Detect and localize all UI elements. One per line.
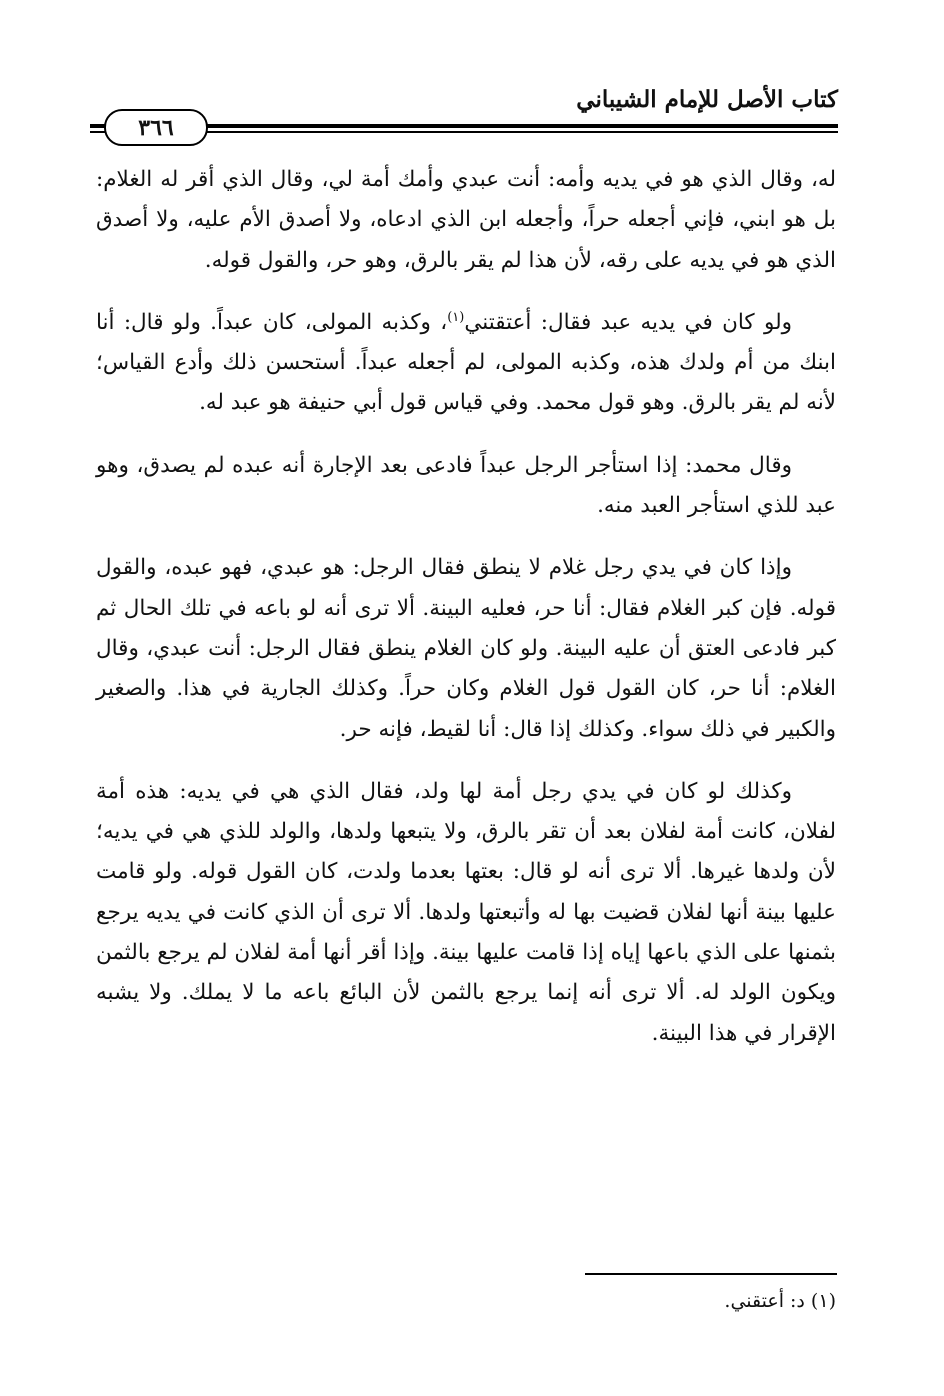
- paragraph-2-rest: ، وكذبه المولى، كان عبداً. ولو قال: أنا ابنك من أم ولدك هذه، وكذبه المولى، لم أجعله عبداً. أستحسن ذلك وأدع القياس؛ لأنه لم يقر بالرق. وهو قول محمد. وفي قياس قول أبي حنيفة هو عبد له.: [96, 309, 836, 416]
- main-text: [96, 160, 836, 1076]
- paragraph-4: وإذا كان في يدي رجل غلام لا ينطق فقال الرجل: هو عبدي، فهو عبده، والقول قوله. فإن كبر الغلام فقال: أنا حر، فعليه البينة. ألا ترى أنه لو باعه في تلك الحال ثم كبر فادعى العتق أن عليه البينة. ولو كان الغلام ينطق فقال الرجل: أنت عبدي، وقال الغلام: أنا حر، كان القول قول الغلام وكان حراً. وكذلك الجارية في هذا. والصغير والكبير في ذلك سواء. وكذلك إذا قال: أنا لقيط، فإنه حر.: [96, 555, 836, 742]
- running-title: كتاب الأصل للإمام الشيباني: [576, 86, 838, 113]
- paragraph-3: وقال محمد: إذا استأجر الرجل عبداً فادعى بعد الإجارة أنه عبده لم يصدق، وهو عبد للذي استأجر العبد منه.: [96, 452, 836, 519]
- paragraph-5: وكذلك لو كان في يدي رجل أمة لها ولد، فقال الذي هي في يديه: هذه أمة لفلان، كانت أمة لفلان بعد أن تقر بالرق، ولا يتبعها ولدها، والولد للذي هي في يديه؛ لأن ولدها غيرها. ألا ترى أنه لو قال: بعتها بعدما ولدت، كان القول قوله. ولو قامت عليها بينة أنها لفلان قضيت بها له وأتبعتها ولدها. ألا ترى أن الذي كانت في يديه يرجع بثمنها على الذي باعها إياه إذا قامت عليها بينة. وإذا أقر أنها أمة لفلان لم يرجع بالثمن ويكون الولد له. ألا ترى أنه إنما يرجع بالثمن لأن البائع باعه ما لا يملك. ولا يشبه الإقرار في هذا البينة.: [96, 778, 836, 1046]
- paragraph-2: [96, 303, 836, 424]
- page-header: [90, 86, 838, 146]
- page-number: ٣٦٦: [138, 114, 174, 141]
- footnote-marker: (١): [447, 309, 465, 325]
- page-number-badge: [104, 109, 208, 146]
- footnote-separator: [585, 1273, 837, 1275]
- paragraph-1: له، وقال الذي هو في يديه وأمه: أنت عبدي وأمك أمة لي، وقال الذي أقر له الغلام: بل هو ابني، فإني أجعله حراً، وأجعله ابن الذي ادعاه، ولا أصدق الأم عليه، ولا أصدق الذي هو في يديه على رقه، لأن هذا لم يقر بالرق، وهو حر، والقول قوله.: [96, 167, 836, 273]
- footnote: (١) د: أعتقني.: [724, 1290, 836, 1312]
- paragraph-2-start: ولو كان في يديه عبد فقال: أعتقتني: [464, 309, 793, 335]
